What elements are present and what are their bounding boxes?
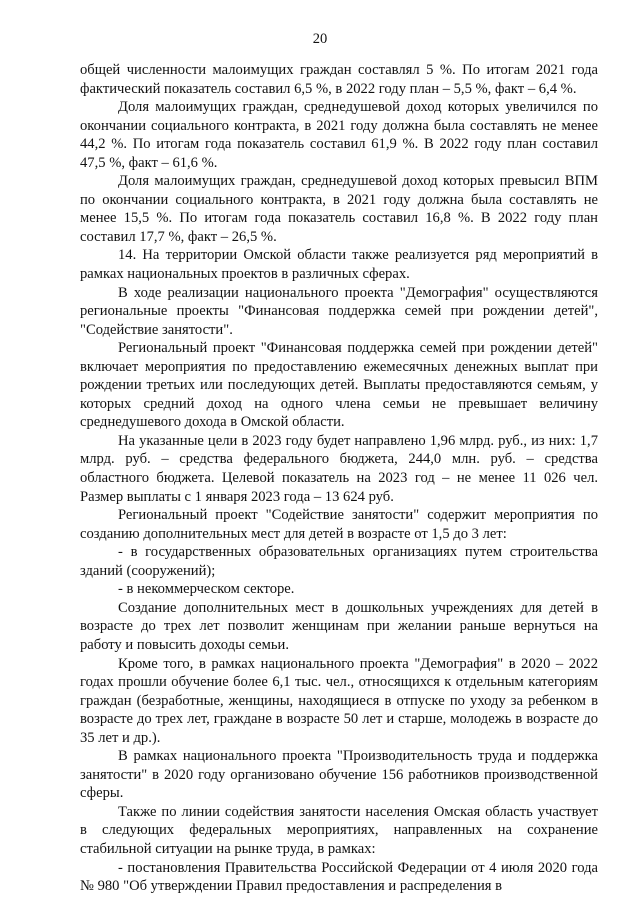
document-body xyxy=(80,61,598,896)
paragraph-demography-project: В ходе реализации национального проекта "Демография" осуществляются региональные проекты "Финансовая поддержка семей при рождении детей", "Содействие занятости". xyxy=(80,284,598,338)
paragraph-income-above-vpm-share: Доля малоимущих граждан, среднедушевой доход которых превысил ВПМ по окончании социального контракта, в 2021 году должна была составлять не менее 15,5 %. По итогам года показатель составил 16,8 %. В 2022 году план составил 17,7 %, факт – 26,5 %. xyxy=(80,173,598,245)
paragraph-employment-project: Региональный проект "Содействие занятости" содержит мероприятия по созданию дополнительных мест для детей в возрасте от 1,5 до 3 лет: xyxy=(80,507,598,542)
paragraph-federal-measures: Также по линии содействия занятости населения Омская область участвует в следующих федеральных мероприятиях, направленных на сохранение стабильной ситуации на рынке труда, в рамках: xyxy=(80,803,598,857)
paragraph-preschool-places: Создание дополнительных мест в дошкольных учреждениях для детей в возрасте до трех лет позволит женщинам при желании раньше вернуться на работу и повысить доходы семьи. xyxy=(80,599,598,653)
paragraph-continuation: общей численности малоимущих граждан составлял 5 %. По итогам 2021 года фактический показатель составил 6,5 %, в 2022 году план – 5,5 %, факт – 6,4 %. xyxy=(80,62,598,97)
paragraph-training-2020-2022: Кроме того, в рамках национального проекта "Демография" в 2020 – 2022 годах прошли обучение более 6,1 тыс. чел., относящихся к отдельным категориям граждан (безработные, женщины, находящиеся в отпуске по уходу за ребенком в возрасте до трех лет, граждане в возрасте 50 лет и старше, молодежь в возрасте до 35 лет и др.). xyxy=(80,655,598,746)
list-item-government-resolution: - постановления Правительства Российской Федерации от 4 июля 2020 года № 980 "Об утверждении Правил предоставления и распределения в xyxy=(80,859,598,895)
paragraph-income-growth-share: Доля малоимущих граждан, среднедушевой доход которых увеличился по окончании социального контракта, в 2021 году должна была составлять не менее 44,2 %. По итогам года показатель составил 61,9 %. В 2022 году план составил 47,5 %, факт – 61,6 %. xyxy=(80,99,598,171)
paragraph-family-support-project: Региональный проект "Финансовая поддержка семей при рождении детей" включает мероприятия по предоставлению ежемесячных денежных выплат при рождении третьих или последующих детей. Выплаты предоставляются семьям, у которых средний доход на одного члена семьи не превышает величину среднедушевого дохода в Омской области. xyxy=(80,340,598,431)
list-item-state-organizations: - в государственных образовательных организациях путем строительства зданий (сооружений); xyxy=(80,544,598,579)
list-item-nonprofit-sector: - в некоммерческом секторе. xyxy=(118,581,295,598)
paragraph-funding-2023: На указанные цели в 2023 году будет направлено 1,96 млрд. руб., из них: 1,7 млрд. руб. – средства федерального бюджета, 244,0 млн. руб. – средства областного бюджета. Целевой показатель на 2023 год – не менее 11 026 чел. Размер выплаты с 1 января 2023 года – 13 624 руб. xyxy=(80,432,598,505)
paragraph-section-14: 14. На территории Омской области также реализуется ряд мероприятий в рамках национальных проектов в различных сферах. xyxy=(80,247,598,283)
paragraph-productivity-project: В рамках национального проекта "Производительность труда и поддержка занятости" в 2020 году организовано обучение 156 работников производственной сферы. xyxy=(80,748,598,802)
page-number: 20 xyxy=(312,31,328,47)
